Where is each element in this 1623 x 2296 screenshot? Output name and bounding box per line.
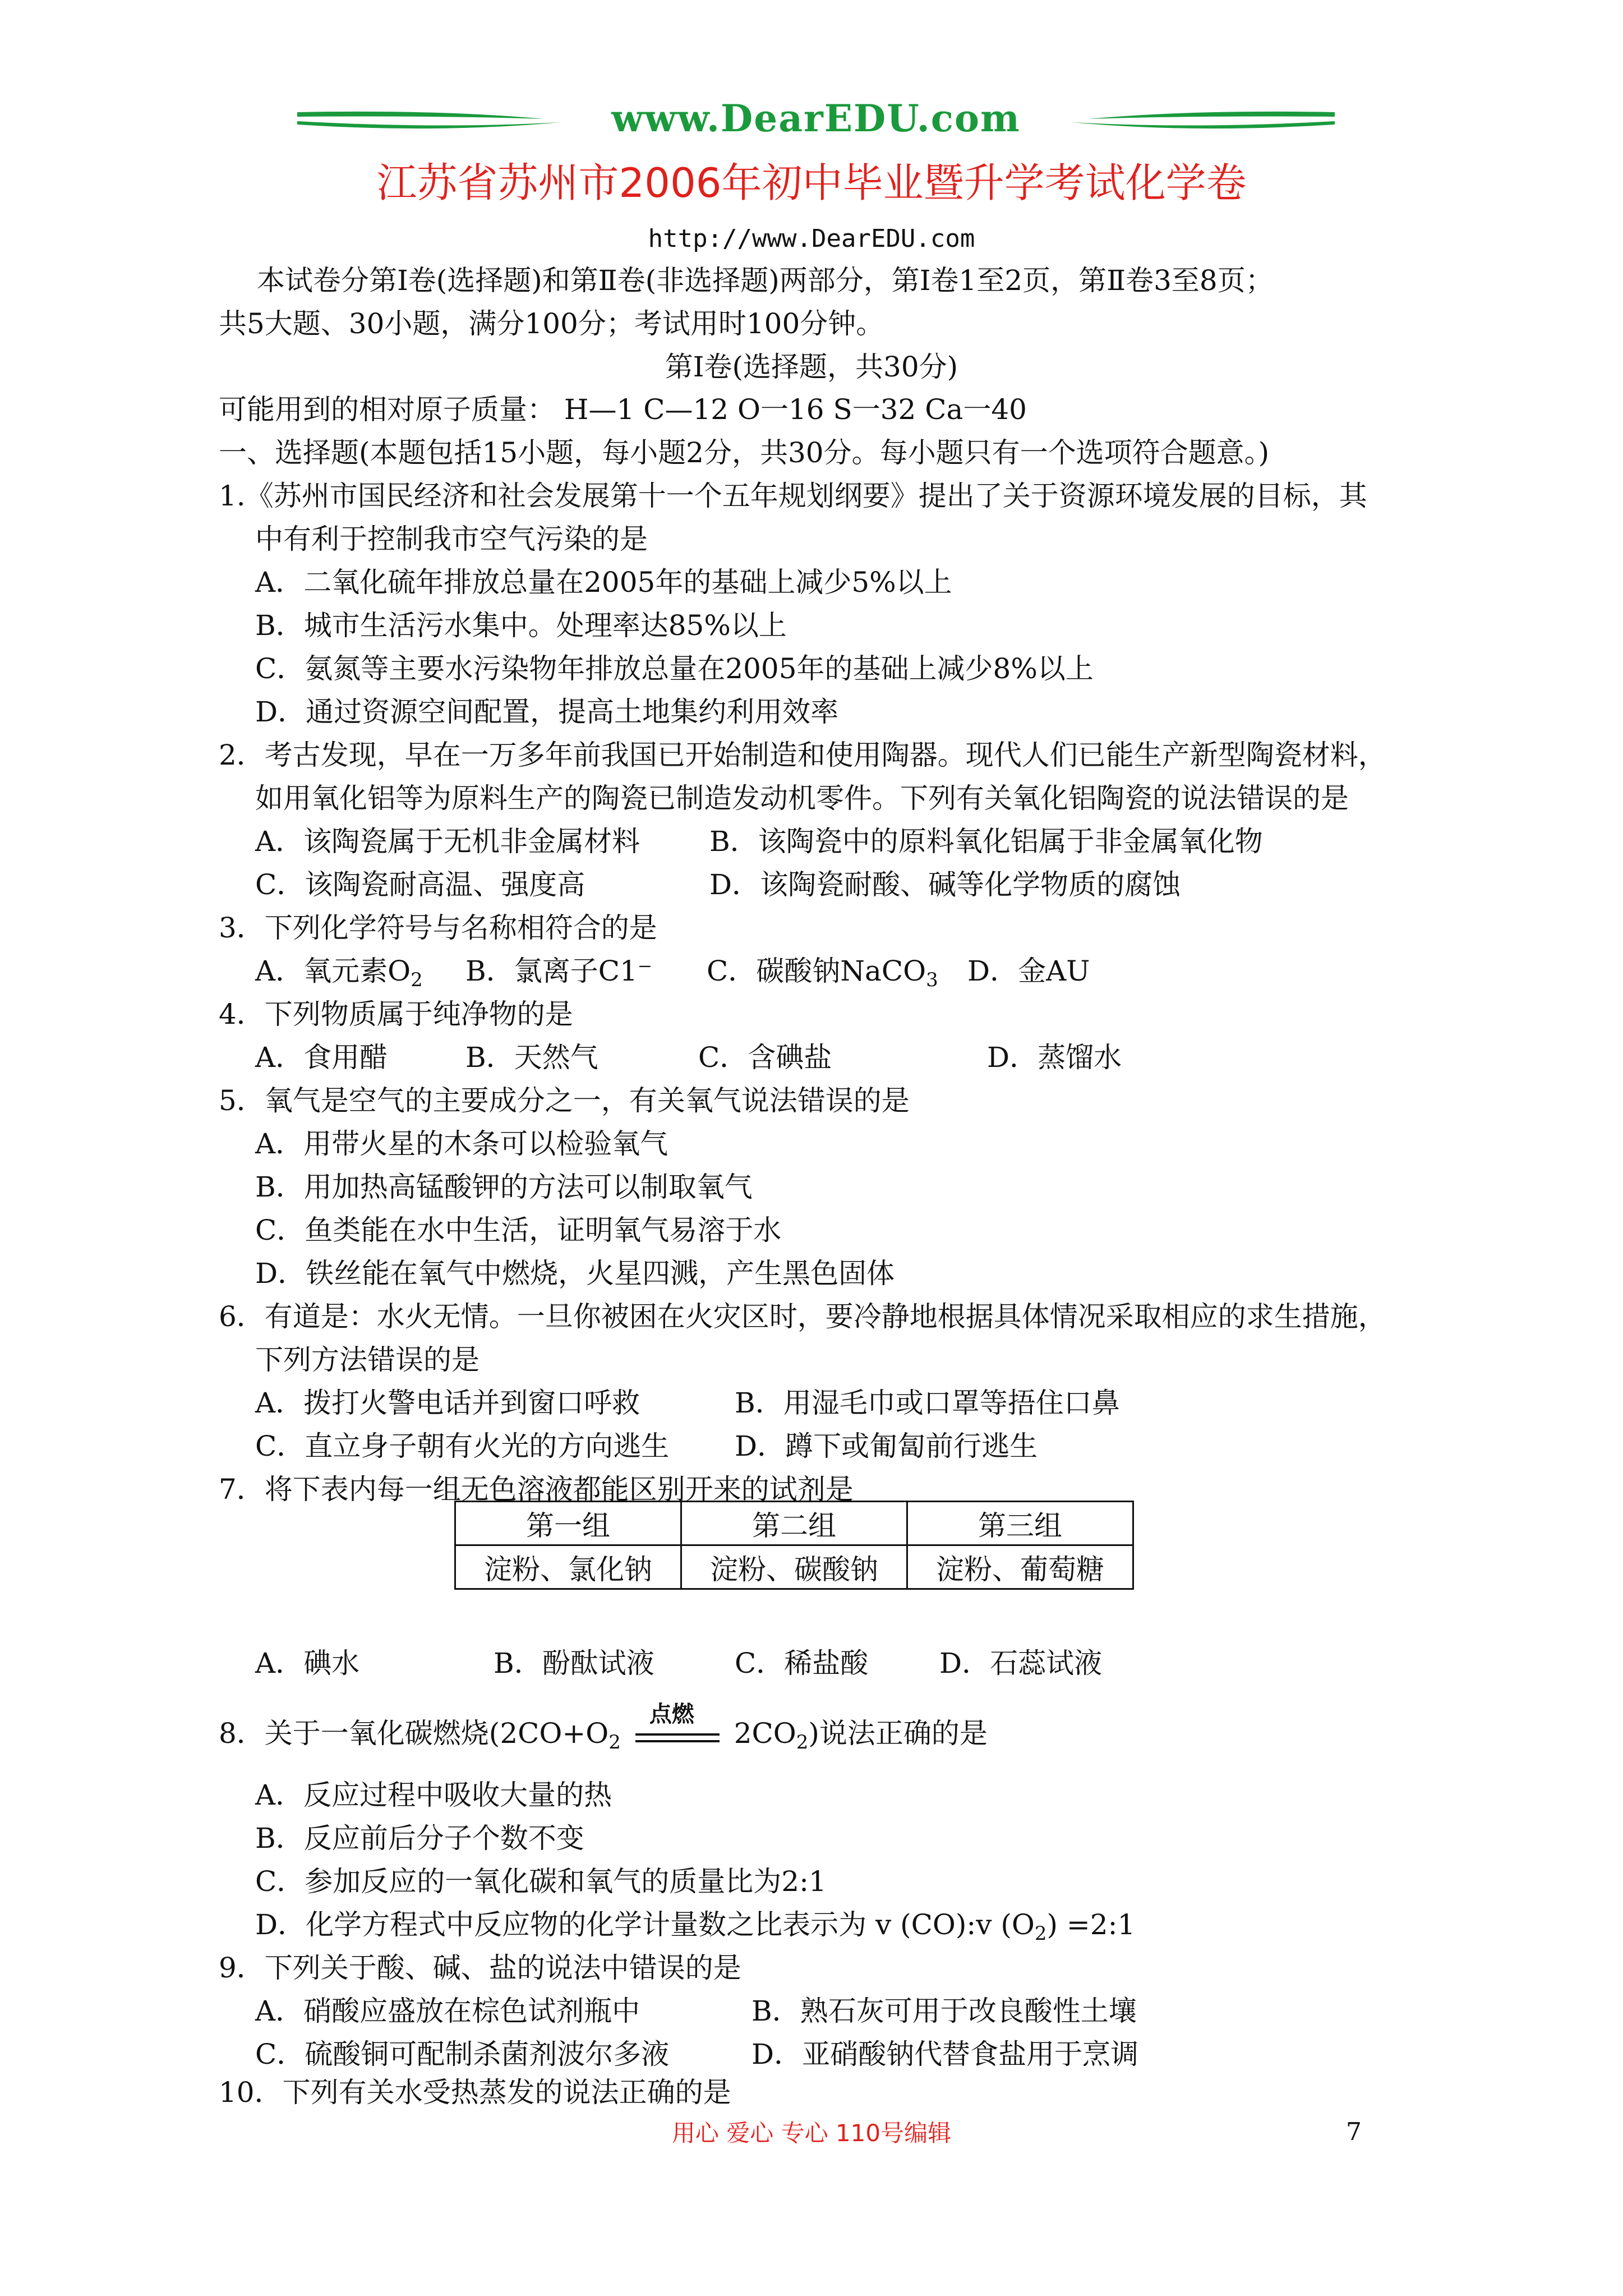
q7-stem: 7．将下表内每一组无色溶液都能区别开来的试剂是 [219,1473,854,1506]
q5-option-c: C．鱼类能在水中生活，证明氧气易溶于水 [255,1214,782,1246]
table-cell: 淀粉、氯化钠 [455,1545,681,1589]
atomic-masses: 可能用到的相对原子质量： H—1 C—12 O一16 S一32 Ca一40 [219,393,1027,426]
q9-option-b: B．熟石灰可用于改良酸性土壤 [751,1995,1137,2027]
q1-option-c: C．氨氮等主要水污染物年排放总量在2005年的基础上减少8%以上 [255,652,1094,685]
q6-option-a: A．拨打火警电话并到窗口呼救 [255,1387,640,1419]
q3-option-c: C．碳酸钠NaCO$_3$ [707,955,938,991]
q2-option-d: D．该陶瓷耐酸、碱等化学物质的腐蚀 [709,868,1181,901]
q8-stem: 8．关于一氧化碳燃烧($2CO+O_2$ 点燃 $2CO_2$)说法正确的是 [219,1717,988,1759]
q6-option-d: D．蹲下或匍匐前行逃生 [735,1430,1038,1462]
q5-option-b: B．用加热高锰酸钾的方法可以制取氧气 [255,1171,753,1203]
reaction-condition-arrow [630,1701,725,1752]
q3-option-b: B．氯离子C1⁻ [465,955,653,987]
q7-solution-table [454,1501,1134,1590]
q9-option-c: C．硫酸铜可配制杀菌剂波尔多液 [255,2038,670,2070]
table-cell: 淀粉、葡萄糖 [907,1545,1133,1589]
q7-option-b: B．酚酞试液 [494,1647,654,1680]
q4-option-a: A．食用醋 [255,1041,388,1074]
table-header-cell: 第一组 [455,1502,681,1545]
q6-option-c: C．直立身子朝有火光的方向逃生 [255,1430,670,1462]
q8-option-c: C．参加反应的一氧化碳和氧气的质量比为2:1 [255,1865,827,1898]
q4-option-b: B．天然气 [465,1041,598,1074]
q1-option-a: A．二氧化硫年排放总量在2005年的基础上减少5%以上 [255,566,952,599]
q7-option-c: C．稀盐酸 [735,1647,869,1680]
source-url[interactable]: http://www.DearEDU.com [648,224,975,253]
q10-stem: 10．下列有关水受热蒸发的说法正确的是 [219,2076,731,2109]
q6-option-b: B．用湿毛巾或口罩等捂住口鼻 [735,1387,1120,1419]
table-header-cell: 第二组 [681,1502,907,1545]
document-title: 江苏省苏州市2006年初中毕业暨升学考试化学卷 [376,159,1247,206]
reaction-condition-label: 点燃 [649,1701,694,1727]
q1-stem-line-1: 1.《苏州市国民经济和社会发展第十一个五年规划纲要》提出了关于资源环境发展的目标，其 [219,480,1367,512]
q3-stem: 3．下列化学符号与名称相符合的是 [219,912,657,944]
q7-option-a: A．碘水 [255,1647,360,1680]
table-cell: 淀粉、碳酸钠 [681,1545,907,1589]
q9-option-d: D．亚硝酸钠代替食盐用于烹调 [751,2038,1139,2070]
q3-option-a: A．氧元素$O_2$ [255,955,423,991]
table-row [455,1545,1133,1589]
q5-option-a: A．用带火星的木条可以检验氧气 [255,1128,668,1160]
q2-option-b: B．该陶瓷中的原料氧化铝属于非金属氧化物 [709,825,1263,858]
q6-stem-line-1: 6．有道是：水火无情。一旦你被困在火灾区时，要冷静地根据具体情况采取相应的求生措施， [219,1300,1386,1333]
site-banner [297,90,1335,151]
banner-site-name[interactable]: www.DearEDU.com [611,96,1021,140]
part-heading: 一、选择题(本题包括15小题，每小题2分，共30分。每小题只有一个选项符合题意。) [219,436,1270,469]
intro-line-2: 共5大题、30小题，满分100分；考试用时100分钟。 [219,307,884,340]
q8-option-a: A．反应过程中吸收大量的热 [255,1779,612,1811]
table-header-row [455,1502,1133,1545]
q3-option-d: D．金AU [967,955,1090,987]
q1-option-d: D．通过资源空间配置，提高土地集约利用效率 [255,696,839,728]
q4-option-c: C．含碘盐 [698,1041,832,1074]
q4-stem: 4．下列物质属于纯净物的是 [219,998,573,1030]
q1-option-b: B．城市生活污水集中。处理率达85%以上 [255,609,787,642]
q5-stem: 5．氧气是空气的主要成分之一，有关氧气说法错误的是 [219,1084,910,1117]
q2-option-c: C．该陶瓷耐高温、强度高 [255,868,585,901]
page-footer: 用心 爱心 专心 110号编辑 [671,2119,952,2147]
q1-stem-line-2: 中有利于控制我市空气污染的是 [255,523,648,555]
q4-option-d: D．蒸馏水 [987,1041,1122,1074]
q6-stem-line-2: 下列方法错误的是 [255,1343,479,1376]
q8-option-d: D．化学方程式中反应物的化学计量数之比表示为 v (CO):v $(O_2)$ =2:1 [255,1908,1136,1945]
q8-option-b: B．反应前后分子个数不变 [255,1822,584,1855]
section-heading: 第Ⅰ卷(选择题，共30分) [665,351,958,383]
q7-option-d: D．石蕊试液 [939,1647,1103,1680]
table-header-cell: 第三组 [907,1502,1133,1545]
q2-option-a: A．该陶瓷属于无机非金属材料 [255,825,640,858]
q9-stem: 9．下列关于酸、碱、盐的说法中错误的是 [219,1952,741,1984]
q2-stem-line-1: 2．考古发现，早在一万多年前我国已开始制造和使用陶器。现代人们已能生产新型陶瓷材料， [219,739,1386,771]
intro-line-1: 本试卷分第Ⅰ卷(选择题)和第Ⅱ卷(非选择题)两部分，第Ⅰ卷1至2页，第Ⅱ卷3至8页； [257,264,1274,297]
q9-option-a: A．硝酸应盛放在棕色试剂瓶中 [255,1995,640,2027]
q2-stem-line-2: 如用氧化铝等为原料生产的陶瓷已制造发动机零件。下列有关氧化铝陶瓷的说法错误的是 [255,782,1349,815]
q5-option-d: D．铁丝能在氧气中燃烧，火星四溅，产生黑色固体 [255,1257,895,1290]
page-number: 7 [1346,2118,1362,2146]
